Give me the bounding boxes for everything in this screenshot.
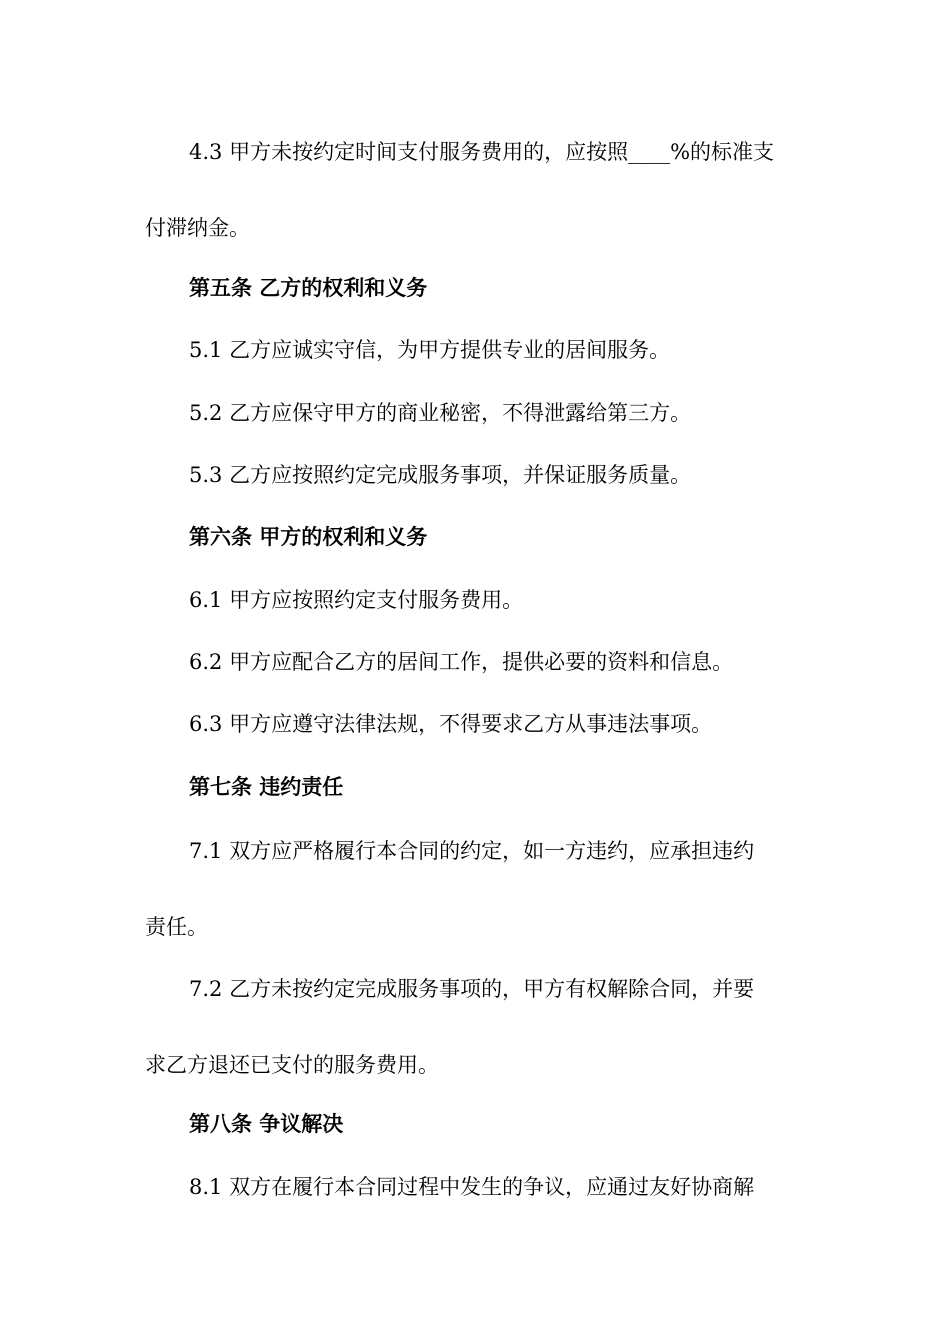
clause-7-2: [145, 951, 825, 1103]
clause-6-2: 6.2 甲方应配合乙方的居间工作，提供必要的资料和信息。: [189, 650, 734, 674]
clause-5-2: 5.2 乙方应保守甲方的商业秘密，不得泄露给第三方。: [189, 401, 692, 425]
article-7-heading: 第七条 违约责任: [189, 774, 344, 799]
clause-5-3: 5.3 乙方应按照约定完成服务事项，并保证服务质量。: [189, 463, 692, 487]
article-8-heading: 第八条 争议解决: [189, 1111, 344, 1136]
clause-7-1-line-1: 7.1 双方应严格履行本合同的约定，如一方违约，应承担违约: [189, 839, 755, 863]
clause-7-1: [145, 813, 825, 965]
article-5-heading: 第五条 乙方的权利和义务: [189, 275, 428, 300]
clause-8-1: 8.1 双方在履行本合同过程中发生的争议，应通过友好协商解: [189, 1175, 755, 1199]
clause-6-1: 6.1 甲方应按照约定支付服务费用。: [189, 588, 524, 612]
clause-7-1-line-2: 责任。: [145, 915, 208, 939]
clause-5-1: 5.1 乙方应诚实守信，为甲方提供专业的居间服务。: [189, 338, 671, 362]
clause-4-3: [145, 114, 825, 266]
clause-4-3-line-1: 4.3 甲方未按约定时间支付服务费用的，应按照____%的标准支: [189, 140, 775, 164]
clause-7-2-line-1: 7.2 乙方未按约定完成服务事项的，甲方有权解除合同，并要: [189, 977, 755, 1001]
clause-4-3-line-2: 付滞纳金。: [145, 216, 250, 240]
article-6-heading: 第六条 甲方的权利和义务: [189, 524, 428, 549]
clause-6-3: 6.3 甲方应遵守法律法规，不得要求乙方从事违法事项。: [189, 712, 713, 736]
clause-7-2-line-2: 求乙方退还已支付的服务费用。: [145, 1053, 439, 1077]
